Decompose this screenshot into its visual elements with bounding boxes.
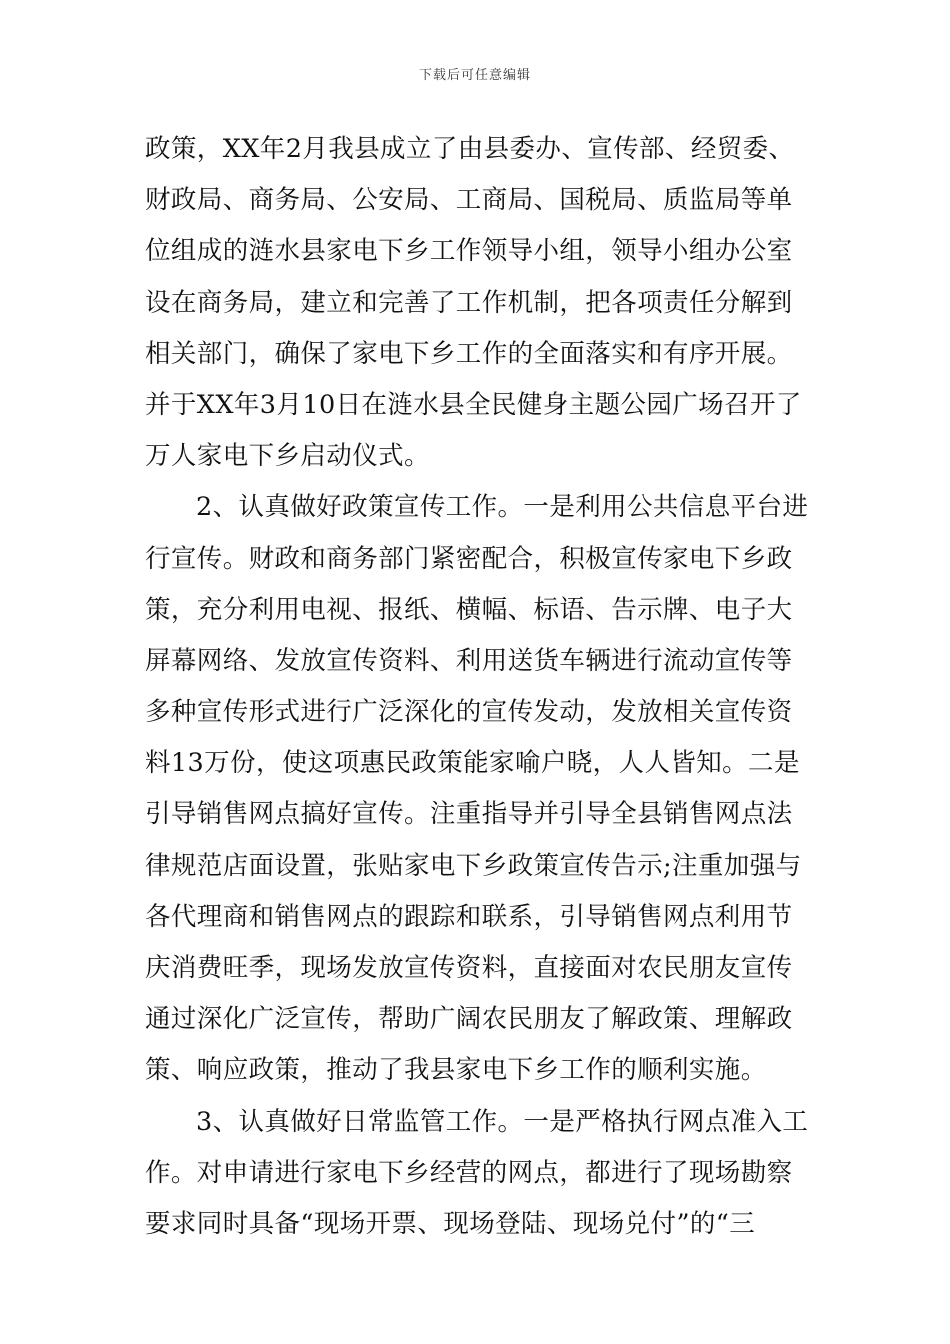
text-line: 通过深化广泛宣传，帮助广阔农民朋友了解政策、理解政 [145,1004,793,1035]
text-line: 财政局、商务局、公安局、工商局、国税局、质监局等单 [145,185,793,216]
text-line: 屏幕网络、发放宣传资料、利用送货车辆进行流动宣传等 [145,645,793,676]
text-line: 相关部门，确保了家电下乡工作的全面落实和有序开展。 [145,338,793,369]
text-line: 并于XX年3月10日在涟水县全民健身主题公园广场召开了 [145,389,802,420]
text-line: 设在商务局，建立和完善了工作机制，把各项责任分解到 [145,287,793,318]
text-line: 各代理商和销售网点的跟踪和联系，引导销售网点利用节 [145,901,793,932]
text-line: 引导销售网点搞好宣传。注重指导并引导全县销售网点法 [145,799,793,830]
text-line: 料13万份，使这项惠民政策能家喻户晓，人人皆知。二是 [145,748,800,779]
text-line: 策，充分利用电视、报纸、横幅、标语、告示牌、电子大 [145,594,793,625]
text-line: 万人家电下乡启动仪式。 [145,441,430,472]
text-line: 多种宣传形式进行广泛深化的宣传发动，发放相关宣传资 [145,697,793,728]
text-line: 行宣传。财政和商务部门紧密配合，积极宣传家电下乡政 [145,543,793,574]
text-line: 要求同时具备“现场开票、现场登陆、现场兑付”的“三 [145,1208,756,1239]
text-line: 律规范店面设置，张贴家电下乡政策宣传告示;注重加强与 [145,850,802,881]
text-line: 位组成的涟水县家电下乡工作领导小组，领导小组办公室 [145,236,793,267]
page-header: 下载后可任意编辑 [418,68,531,83]
text-line: 政策，XX年2月我县成立了由县委办、宣传部、经贸委、 [145,134,795,164]
text-line: 作。对申请进行家电下乡经营的网点，都进行了现场勘察 [145,1157,793,1188]
text-line: 策、响应政策，推动了我县家电下乡工作的顺利实施。 [145,1055,767,1086]
text-line: 2、认真做好政策宣传工作。一是利用公共信息平台进 [196,492,809,523]
document-body [145,124,810,1250]
text-line: 3、认真做好日常监管工作。一是严格执行网点准入工 [196,1106,809,1137]
text-line: 庆消费旺季，现场发放宣传资料，直接面对农民朋友宣传 [145,953,793,983]
